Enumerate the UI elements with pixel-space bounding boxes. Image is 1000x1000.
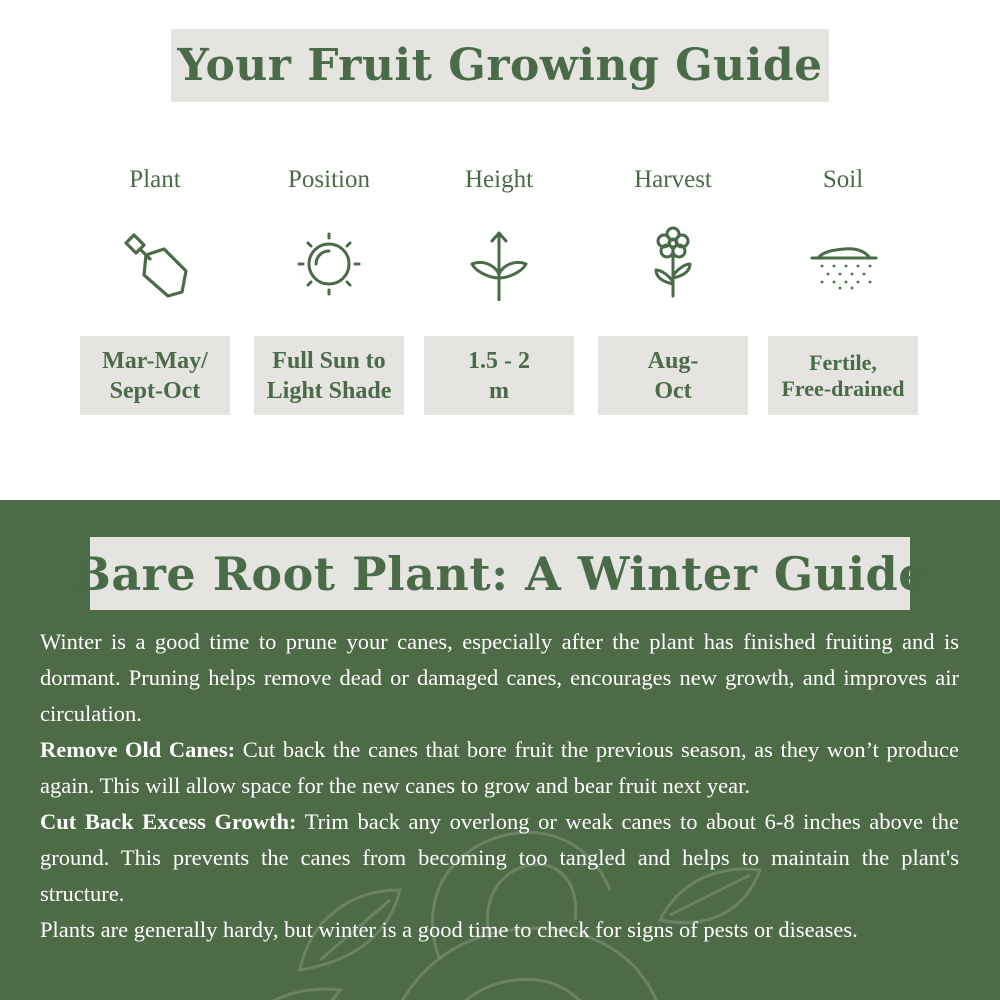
guide-tip-remove-old-canes — [40, 732, 959, 804]
fact-harvest — [598, 0, 748, 500]
guide-outro: Plants are generally hardy, but winter is a good time to check for signs of pests or diseases. — [40, 917, 858, 942]
fact-value-line: Sept-Oct — [109, 377, 201, 404]
tip-text: Trim back any overlong or weak canes to about 6-8 inches above the ground. This prevents the canes from becoming too tangled and helps to maintain the plant's structure. — [40, 809, 959, 906]
soil-icon — [808, 226, 878, 301]
trowel-icon — [120, 226, 190, 301]
fact-label: Harvest — [634, 166, 712, 193]
guide-title-banner — [72, 537, 928, 610]
fact-value-line: Fertile, — [809, 349, 877, 375]
tip-heading: Cut Back Excess Growth: — [40, 809, 297, 834]
sun-icon — [294, 226, 364, 301]
winter-guide-section — [0, 500, 1000, 1000]
flower-icon — [638, 226, 708, 301]
fact-value-line: Oct — [654, 377, 692, 404]
fact-height — [424, 0, 574, 500]
fact-value — [254, 336, 404, 415]
fact-value — [768, 336, 918, 415]
tip-text: Cut back the canes that bore fruit the previous season, as they won’t produce again. This will allow space for the new canes to grow and bear fruit next year. — [40, 737, 959, 798]
fact-value-line: m — [489, 377, 509, 404]
fact-soil — [768, 0, 918, 500]
guide-title: Bare Root Plant: A Winter Guide — [72, 546, 928, 601]
fact-label: Plant — [129, 166, 181, 193]
fact-value-line: 1.5 - 2 — [468, 347, 530, 374]
fact-value — [598, 336, 748, 415]
fact-label: Position — [288, 166, 370, 193]
guide-tip-cut-back — [40, 804, 959, 912]
fact-value-line: Light Shade — [266, 377, 392, 404]
fact-value — [80, 336, 230, 415]
fact-label: Soil — [822, 166, 864, 193]
guide-intro: Winter is a good time to prune your canes, especially after the plant has finished fruiting and is dormant. Pruning helps remove dead or damaged canes, encourages new growth, and improves air circulation. — [40, 629, 959, 726]
fact-label: Height — [464, 166, 534, 193]
guide-body — [40, 624, 959, 948]
sprout-arrow-icon — [464, 226, 534, 301]
fact-position — [254, 0, 404, 500]
fact-value-line: Aug- — [647, 347, 699, 374]
fact-value-line: Full Sun to — [272, 347, 386, 374]
fact-value-line: Free-drained — [781, 375, 905, 401]
fact-value-line: Mar-May/ — [102, 347, 208, 374]
page-title: Your Fruit Growing Guide — [177, 40, 823, 91]
fact-plant — [80, 0, 230, 500]
fact-value — [424, 336, 574, 415]
tip-heading: Remove Old Canes: — [40, 737, 236, 762]
